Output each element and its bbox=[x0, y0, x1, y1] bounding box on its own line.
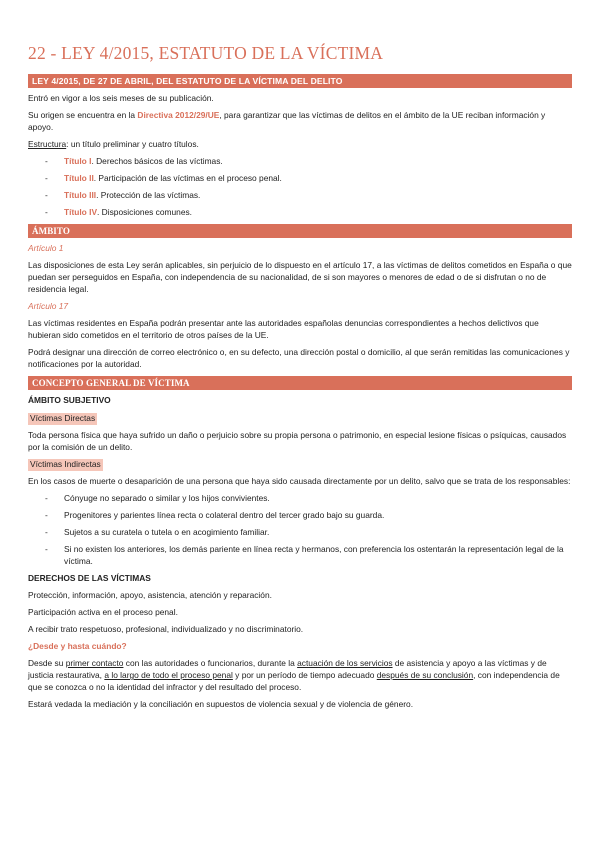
list-item: - Progenitores y parientes línea recta o colateral dentro del tercer grado bajo su guarda. bbox=[28, 510, 572, 522]
article-17-text-2: Podrá designar una dirección de correo electrónico o, en su defecto, una dirección postal o domicilio, al que serán remitidas las comunicaciones y notificaciones por la autoridad. bbox=[28, 346, 570, 369]
titles-list bbox=[28, 156, 572, 219]
paragraph-desde: Desde su primer contacto con las autoridades o funcionarios, durante la actuación de los servicios de asistencia y apoyo a las víctimas y de justicia restaurativa, a lo largo de todo el proceso penal y por un período de tiempo adecuado después de su conclusión, con independencia de que se conozca o no la identidad del infractor y del resultado del proceso. bbox=[28, 658, 560, 692]
article-1-text: Las disposiciones de esta Ley serán aplicables, sin perjuicio de lo dispuesto en el artículo 17, a las víctimas de delitos cometidos en España o que puedan ser perseguidos en España, con independencia de su nacionalidad, de si son mayores o menores de edad o de si disfrutan o no de residencia legal. bbox=[28, 260, 572, 295]
victimas-directas-text: Toda persona física que haya sufrido un daño o perjuicio sobre su propia persona o patrimonio, en especial lesione físicas o psíquicas, causados por la comisión de un delito. bbox=[28, 430, 567, 453]
estructura-label: Estructura bbox=[28, 138, 67, 149]
directiva-link: Directiva 2012/29/UE bbox=[137, 110, 220, 121]
question-heading: ¿Desde y hasta cuándo? bbox=[28, 641, 127, 652]
list-item: - Título II. Participación de las víctimas en el proceso penal. bbox=[28, 173, 572, 185]
paragraph-estructura: Estructura: un título preliminar y cuatro títulos. bbox=[28, 138, 199, 149]
victimas-indirectas-text: En los casos de muerte o desaparición de una persona que haya sido causada directamente por un delito, salvo que se trata de los responsables: bbox=[28, 476, 571, 487]
victimas-directas-label: Víctimas Directas bbox=[30, 413, 96, 424]
article-17-label: Artículo 17 bbox=[28, 301, 69, 312]
article-1-label: Artículo 1 bbox=[28, 243, 64, 254]
right-item: Protección, información, apoyo, asistencia, atención y reparación. bbox=[28, 590, 272, 601]
section-header-ambito: ÁMBITO bbox=[28, 224, 572, 239]
section-header-ley: LEY 4/2015, DE 27 DE ABRIL, DEL ESTATUTO DE LA VÍCTIMA DEL DELITO bbox=[28, 74, 572, 88]
list-item: - Cónyuge no separado o similar y los hijos convivientes. bbox=[28, 493, 572, 505]
indirect-list bbox=[28, 493, 572, 568]
list-item: - Título IV. Disposiciones comunes. bbox=[28, 207, 572, 219]
list-item: - Sujetos a su curatela o tutela o en acogimiento familiar. bbox=[28, 527, 572, 539]
paragraph-vigor: Entró en vigor a los seis meses de su publicación. bbox=[28, 93, 214, 104]
paragraph-mediacion: Estará vedada la mediación y la conciliación en supuestos de violencia sexual y de violencia de género. bbox=[28, 698, 414, 709]
list-item: - Título I. Derechos básicos de las víctimas. bbox=[28, 156, 572, 168]
ambito-subjetivo-title: ÁMBITO SUBJETIVO bbox=[28, 395, 111, 406]
paragraph-origen: Su origen se encuentra en la Directiva 2012/29/UE, para garantizar que las víctimas de delitos en el ámbito de la UE reciban información y apoyo. bbox=[28, 110, 546, 133]
page-title: 22 - LEY 4/2015, ESTATUTO DE LA VÍCTIMA bbox=[28, 43, 384, 63]
right-item: Participación activa en el proceso penal. bbox=[28, 607, 178, 618]
right-item: A recibir trato respetuoso, profesional, individualizado y no discriminatorio. bbox=[28, 624, 304, 635]
list-item: - Si no existen los anteriores, los demás pariente en línea recta y hermanos, con preferencia los ostentarán la representación legal de la víctima. bbox=[28, 544, 572, 568]
list-item: - Título III. Protección de las víctimas. bbox=[28, 190, 572, 202]
article-17-text-1: Las víctimas residentes en España podrán presentar ante las autoridades españolas denuncias correspondientes a hechos delictivos que hubieran sido cometidos en el territorio de otros países de la UE. bbox=[28, 317, 539, 340]
derechos-title: DERECHOS DE LAS VÍCTIMAS bbox=[28, 572, 151, 583]
section-header-concepto: CONCEPTO GENERAL DE VÍCTIMA bbox=[28, 376, 572, 391]
victimas-indirectas-label: Víctimas Indirectas bbox=[30, 459, 101, 470]
